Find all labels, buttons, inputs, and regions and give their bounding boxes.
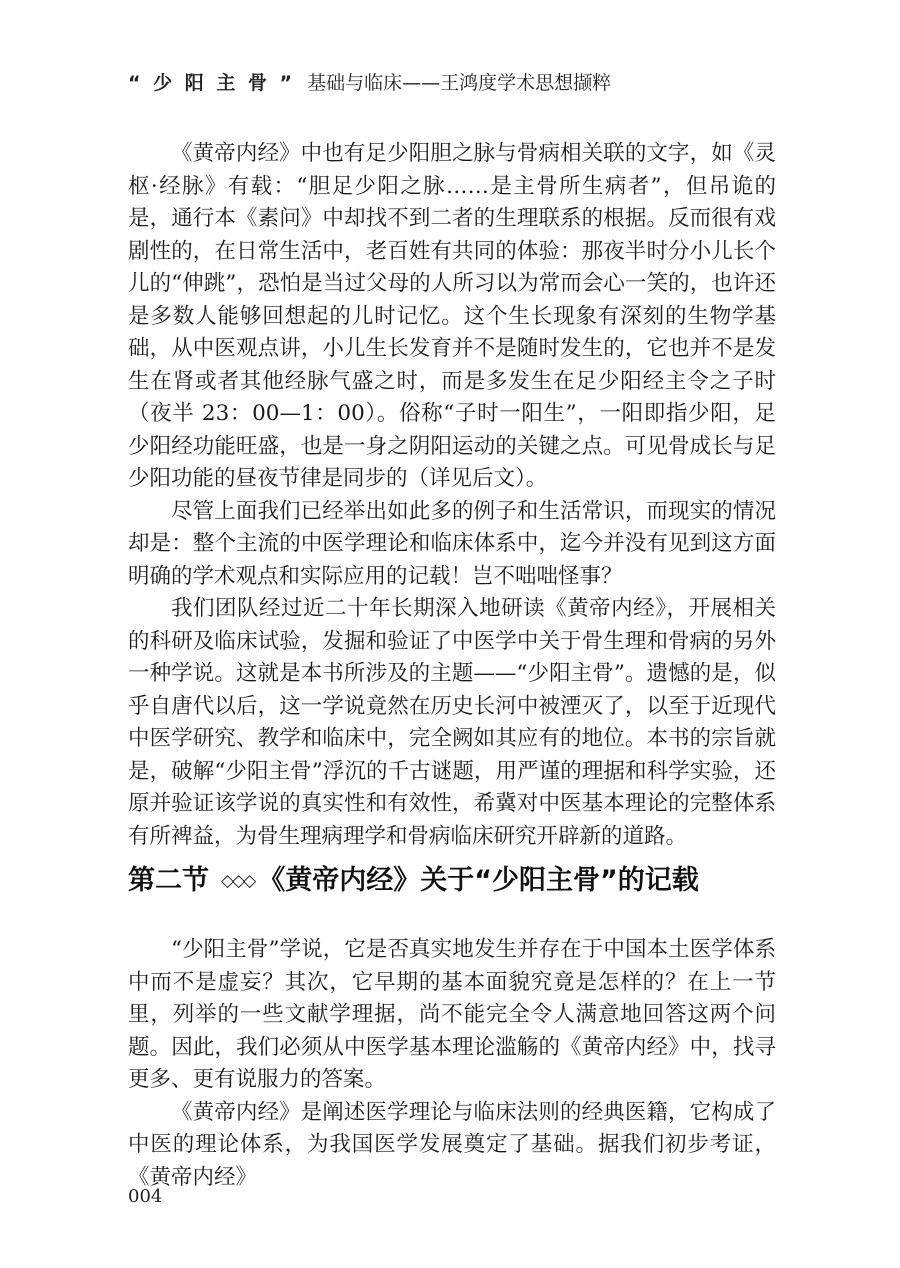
- section-number: 第二节: [128, 865, 209, 896]
- book-subtitle: 基础与临床——王鸿度学术思想撷粹: [307, 72, 612, 94]
- paragraph: “少阳主骨”学说，它是否真实地发生并存在于中国本土医学体系中而不是虚妄？其次，它早期的基本面貌究竟是怎样的？在上一节里，列举的一些文献学理据，尚不能完全令人满意地回答这两个问题。因此，我们必须从中医学基本理论滥觞的《黄帝内经》中，找寻更多、更有说服力的答案。: [128, 937, 776, 1092]
- paragraph: 我们团队经过近二十年长期深入地研读《黄帝内经》，开展相关的科研及临床试验，发掘和验证了中医学中关于骨生理和骨病的另外一种学说。这就是本书所涉及的主题——“少阳主骨”。遗憾的是，似乎自唐代以后，这一学说竟然在历史长河中被湮灭了，以至于近现代中医学研究、教学和临床中，完全阙如其应有的地位。本书的宗旨就是，破解“少阳主骨”浮沉的千古谜题，用严谨的理据和科学实验，还原并验证该学说的真实性和有效性，希冀对中医基本理论的完整体系有所裨益，为骨生理病理学和骨病临床研究开辟新的道路。: [128, 596, 776, 849]
- paragraph: 《黄帝内经》中也有足少阳胆之脉与骨病相关联的文字，如《灵枢·经脉》有载：“胆足少阳之脉……是主骨所生病者”，但吊诡的是，通行本《素问》中却找不到二者的生理联系的根据。反而很有戏剧性的，在日常生活中，老百姓有共同的体验：那夜半时分小儿长个儿的“伸跳”，恐怕是当过父母的人所习以为常而会心一笑的，也许还是多数人能够回想起的儿时记忆。这个生长现象有深刻的生物学基础，从中医观点讲，小儿生长发育并不是随时发生的，它也并不是发生在肾或者其他经脉气盛之时，而是多发生在足少阳经主令之子时（夜半 23：00—1：00）。俗称“子时一阳生”，一阳即指少阳，足少阳经功能旺盛，也是一身之阴阳运动的关键之点。可见骨成长与足少阳功能的昼夜节律是同步的（详见后文）。: [128, 141, 776, 491]
- page-number: 004: [128, 1186, 163, 1207]
- running-header: [128, 68, 611, 95]
- section-heading: [128, 858, 699, 897]
- book-title: “ 少 阳 主 骨 ”: [128, 72, 296, 94]
- paragraph: 《黄帝内经》是阐述医学理论与临床法则的经典医籍，它构成了中医的理论体系，为我国医学发展奠定了基础。据我们初步考证，《黄帝内经》: [128, 1099, 776, 1190]
- body-text-before-section: [128, 138, 776, 853]
- body-text-after-section: [128, 934, 776, 1194]
- section-title: 《黄帝内经》关于“少阳主骨”的记载: [258, 865, 699, 896]
- diamond-ornament-icon: ◇◇◇: [221, 871, 255, 891]
- paragraph: 尽管上面我们已经举出如此多的例子和生活常识，而现实的情况却是：整个主流的中医学理论和临床体系中，迄今并没有见到这方面明确的学术观点和实际应用的记载！岂不咄咄怪事？: [128, 498, 776, 589]
